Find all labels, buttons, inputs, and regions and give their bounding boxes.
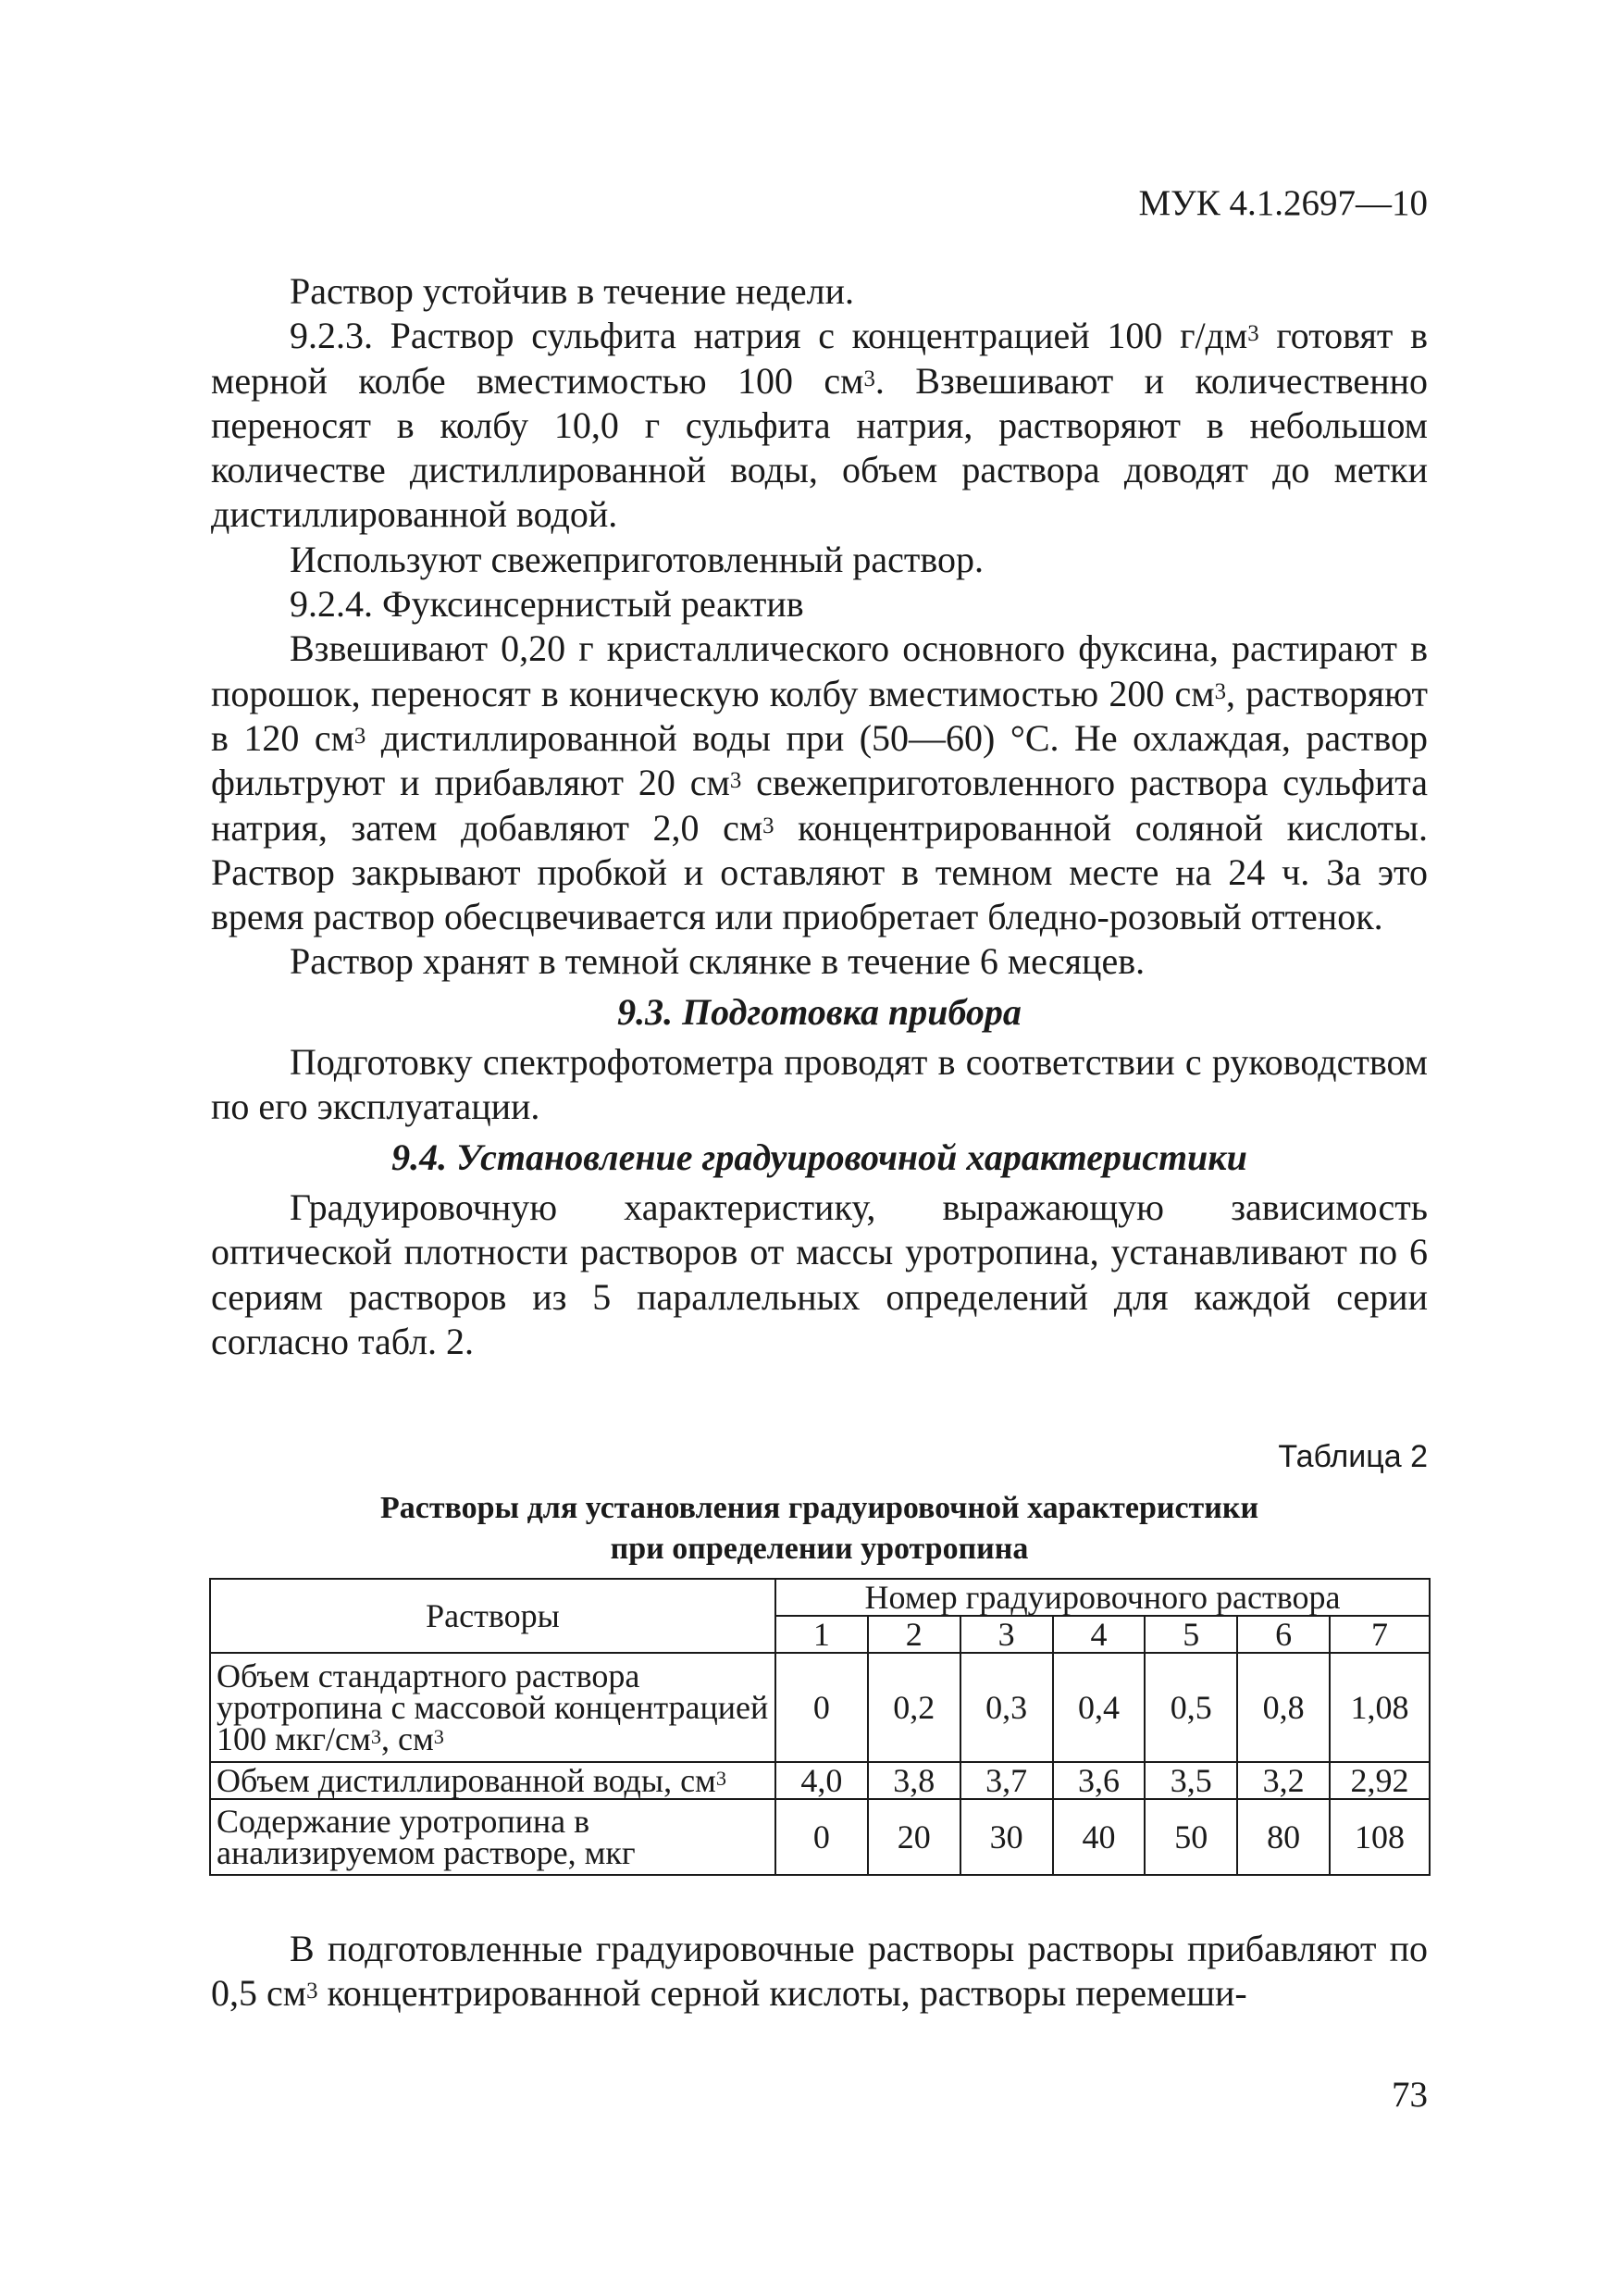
- column-header-number: 1: [775, 1616, 868, 1653]
- table-cell: 30: [960, 1799, 1053, 1875]
- paragraph: Подготовку спектрофотометра проводят в соответствии с руководством по его эксплуатации.: [211, 1041, 1428, 1128]
- table-cell: 20: [868, 1799, 960, 1875]
- table-cell: 3,6: [1053, 1762, 1146, 1799]
- row-label: Содержание уротропина в анализируемом растворе, мкг: [210, 1799, 775, 1875]
- section-heading-9-4: 9.4. Установление градуировочной характеристики: [391, 1136, 1247, 1178]
- table-cell: 2,92: [1330, 1762, 1430, 1799]
- paragraph: Градуировочную характеристику, выражающую зависимость оптической плотности растворов от массы уротропина, устанавливают по 6 сериям растворов из 5 параллельных определений для каждой серии согласно табл. 2.: [211, 1185, 1428, 1362]
- body-text: [211, 269, 1428, 1364]
- table-cell: 0,2: [868, 1653, 960, 1762]
- table-cell: 4,0: [775, 1762, 868, 1799]
- table-row: [210, 1762, 1430, 1799]
- row-label: Объем дистиллированной воды, $см^3$: [210, 1762, 775, 1799]
- body-text-after-table: [211, 1927, 1428, 2016]
- table-cell: 50: [1145, 1799, 1237, 1875]
- column-header-number: 6: [1237, 1616, 1330, 1653]
- table-cell: 0: [775, 1799, 868, 1875]
- table-caption-line: Растворы для установления градуировочной характеристики: [379, 1491, 1259, 1525]
- row-label: Объем стандартного раствора уротропина с массовой концентрацией 100 мкг/$см^3$, $см^3$: [210, 1653, 775, 1762]
- column-header-number: 5: [1145, 1616, 1237, 1653]
- column-header-solutions: Растворы: [210, 1579, 775, 1653]
- table-cell: 0: [775, 1653, 868, 1762]
- table-cell: 40: [1053, 1799, 1146, 1875]
- paragraph-9-2-4: 9.2.4. Фуксинсернистый реактив: [290, 583, 804, 626]
- calibration-table: [209, 1578, 1431, 1876]
- table-cell: 3,2: [1237, 1762, 1330, 1799]
- column-header-number: 3: [960, 1616, 1053, 1653]
- table-row: [210, 1653, 1430, 1762]
- table-cell: 0,3: [960, 1653, 1053, 1762]
- table-caption: [211, 1488, 1428, 1570]
- document-code: МУК 4.1.2697—10: [1138, 183, 1428, 223]
- table-cell: 1,08: [1330, 1653, 1430, 1762]
- paragraph: Раствор устойчив в течение недели.: [290, 270, 855, 312]
- table-label: Таблица 2: [1278, 1439, 1428, 1474]
- calibration-table-wrapper: [209, 1578, 1431, 1876]
- column-header-number: 4: [1053, 1616, 1146, 1653]
- table-cell: 0,4: [1053, 1653, 1146, 1762]
- paragraph: Раствор хранят в темной склянке в течение 6 месяцев.: [290, 940, 1146, 983]
- page-number: 73: [1392, 2075, 1428, 2115]
- column-header-number: 7: [1330, 1616, 1430, 1653]
- paragraph: В подготовленные градуировочные растворы растворы прибавляют по 0,5 $см^3$ концентрированной серной кислоты, растворы перемеши-: [211, 1928, 1428, 2014]
- section-heading-9-3: 9.3. Подготовка прибора: [617, 990, 1022, 1033]
- paragraph-9-2-3: 9.2.3. Раствор сульфита натрия с концентрацией 100 $г/дм^3$ готовят в мерной колбе вместимостью 100 $см^3$. Взвешивают и количественно переносят в колбу 10,0 г сульфита натрия, растворяют в небольшом количестве дистиллированной воды, объем раствора доводят до метки дистиллированной водой.: [211, 315, 1429, 536]
- table-cell: 3,8: [868, 1762, 960, 1799]
- table-cell: 0,5: [1145, 1653, 1237, 1762]
- column-header-number: 2: [868, 1616, 960, 1653]
- paragraph-fuchsin: Взвешивают 0,20 г кристаллического основного фуксина, растирают в порошок, переносят в коническую колбу вместимостью 200 $см^3$, растворяют в 120 $см^3$ дистиллированной воды при (50—60) °С. Не охлаждая, раствор фильтруют и прибавляют 20 $см^3$ свежеприготовленного раствора сульфита натрия, затем добавляют 2,0 $см^3$ концентрированной соляной кислоты. Раствор закрывают пробкой и оставляют в темном месте на 24 ч. За это время раствор обесцвечивается или приобретает бледно-розовый оттенок.: [211, 627, 1428, 938]
- table-cell: 3,7: [960, 1762, 1053, 1799]
- table-caption-line: при определении уротропина: [610, 1532, 1029, 1566]
- table-cell: 0,8: [1237, 1653, 1330, 1762]
- table-header-row: [210, 1579, 1430, 1616]
- table-cell: 108: [1330, 1799, 1430, 1875]
- paragraph: Используют свежеприготовленный раствор.: [290, 538, 984, 580]
- table-cell: 3,5: [1145, 1762, 1237, 1799]
- table-cell: 80: [1237, 1799, 1330, 1875]
- table-row: [210, 1799, 1430, 1875]
- column-header-group: Номер градуировочного раствора: [775, 1579, 1430, 1616]
